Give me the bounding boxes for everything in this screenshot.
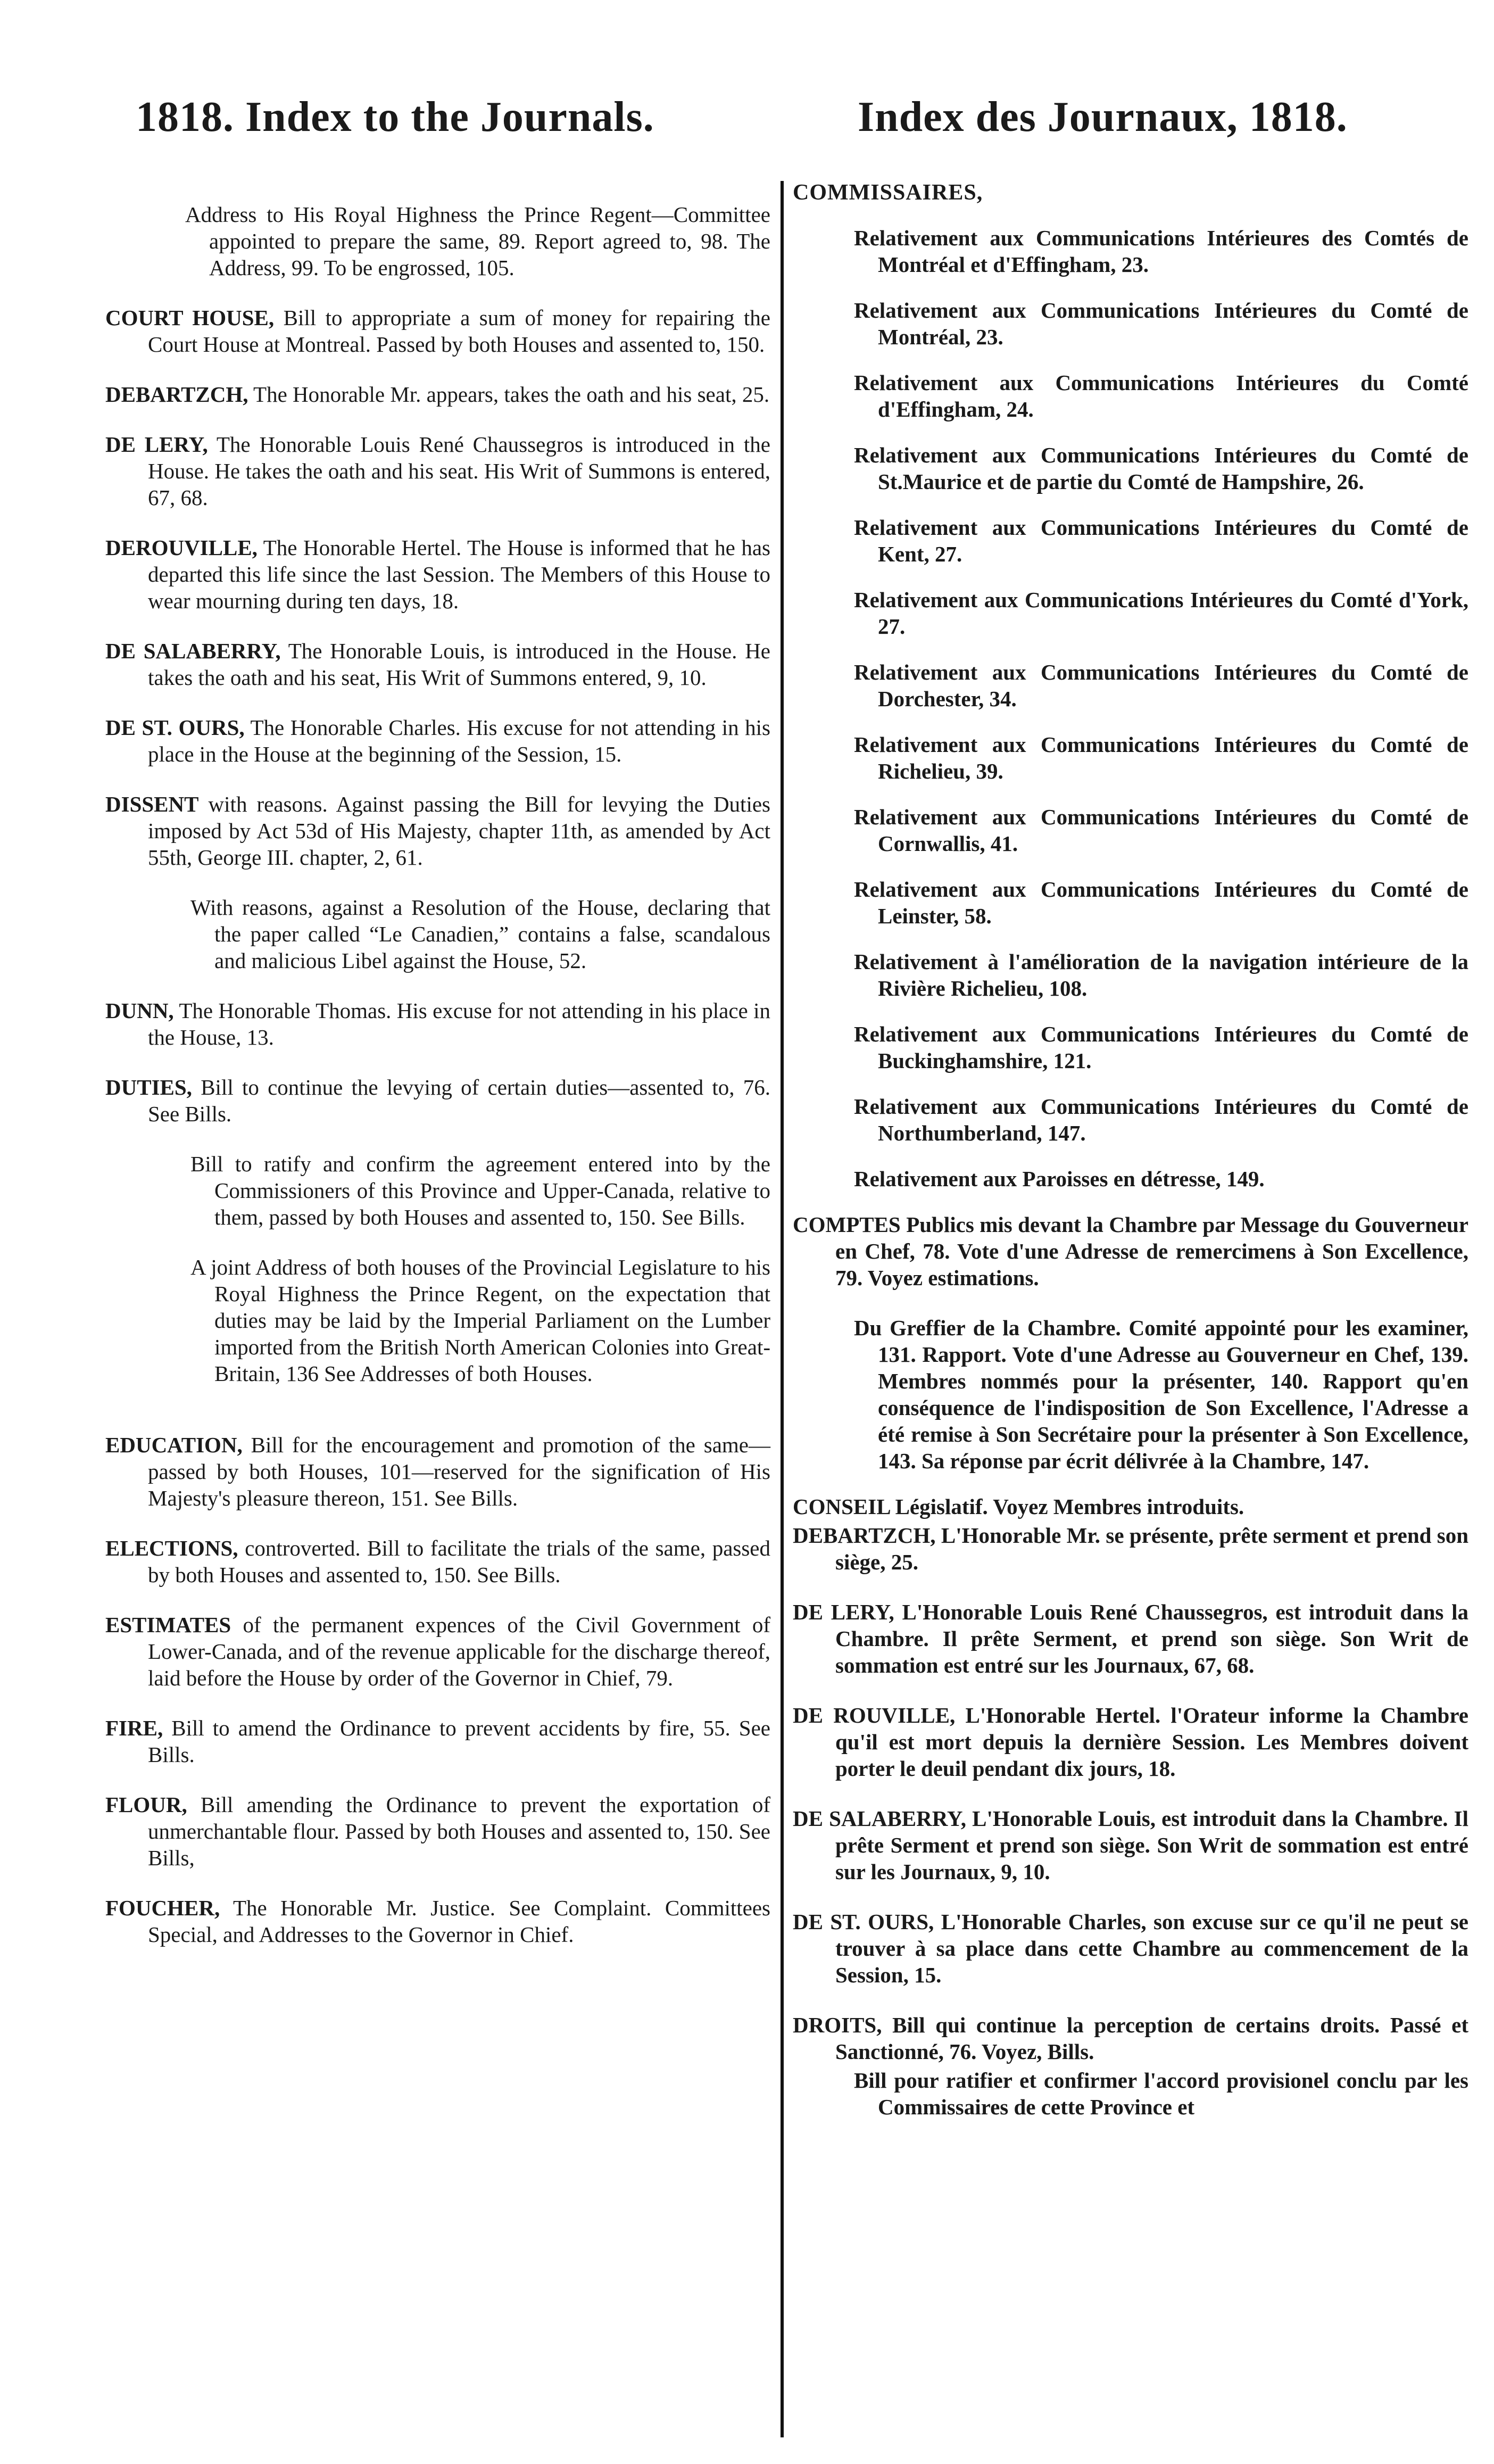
entry-text: of the permanent expences of the Civil Government of Lower-Canada, and of the revenue applicable for the discharge thereof, laid before the House by order of the Governor in Chief, 79. [148, 1613, 771, 1690]
index-entry-education [105, 1432, 770, 1511]
index-entry-elections [105, 1535, 770, 1588]
entry-keyword: EDUCATION, [105, 1433, 243, 1457]
index-subentry: Address to His Royal Highness the Prince Regent—Committee appointed to prepare the same, 89. Report agreed to, 98. The Address, 99. To be engrossed, 105. [185, 202, 770, 280]
index-subentry: With reasons, against a Resolution of the House, declaring that the paper called “Le Canadien,” contains a false, scandalous and malicious Libel against the House, 52. [190, 895, 770, 973]
entry-text: with reasons. Against passing the Bill for levying the Duties imposed by Act 53d of His Majesty, chapter 11th, as amended by Act 55th, George III. chapter, 2, 61. [148, 792, 770, 870]
index-entry-de-rouville-fr [793, 1702, 1468, 1782]
entry-keyword: FLOUR, [105, 1792, 187, 1817]
entry-keyword: DUNN, [105, 998, 174, 1023]
index-subentry: A joint Address of both houses of the Provincial Legislature to his Royal Highness the Prince Regent, on the expectation that duties may be laid by the Imperial Parliament on the Lumber imported from the British North American Colonies into Great-Britain, 136 See Addresses of both Houses. [190, 1255, 770, 1386]
index-subentry: Relativement aux Paroisses en détresse, 149. [854, 1167, 1265, 1191]
entry-text: The Honorable Mr. appears, takes the oath and his seat, 25. [253, 382, 770, 407]
entry-text: Bill to appropriate a sum of money for repairing the Court House at Montreal. Passed by both Houses and assented to, 150. [148, 305, 770, 357]
entry-text: L'Honorable Louis René Chaussegros, est introduit dans la Chambre. Il prête Serment, et prend son siège. Son Writ de sommation est entré sur les Journaux, 67, 68. [835, 1600, 1468, 1677]
entry-text: Bill qui continue la perception de certains droits. Passé et Sanctionné, 76. Voyez, Bills. [835, 2013, 1468, 2064]
index-subentry: Relativement aux Communications Intérieures des Comtés de Montréal et d'Effingham, 23. [854, 226, 1468, 277]
index-entry-de-st-ours [105, 714, 770, 767]
left-column [105, 201, 770, 1971]
entry-text: Bill to amend the Ordinance to prevent accidents by fire, 55. See Bills. [148, 1716, 770, 1767]
entry-keyword: DEBARTZCH, [105, 382, 248, 407]
running-header-left: 1818. Index to the Journals. [136, 94, 654, 140]
entry-text: The Honorable Mr. Justice. See Complaint. Committees Special, and Addresses to the Governor in Chief. [148, 1896, 771, 1947]
entry-keyword: DE ST. OURS, [105, 715, 245, 740]
entry-text: Bill for the encouragement and promotion of the same—passed by both Houses, 101—reserved for the signification of His Majesty's pleasure thereon, 151. See Bills. [148, 1433, 770, 1510]
index-entry-comptes [793, 1211, 1468, 1291]
entry-text: L'Honorable Mr. se présente, prête serment et prend son siège, 25. [835, 1523, 1469, 1574]
entry-text: The Honorable Charles. His excuse for not attending in his place in the House at the beginning of the Session, 15. [148, 715, 770, 766]
index-entry-de-lery-fr [793, 1599, 1468, 1679]
index-subentry: Du Greffier de la Chambre. Comité appointé pour les examiner, 131. Rapport. Vote d'une Adresse au Gouverneur en Chef, 139. Membres nommés pour la présenter, 140. Rapport qu'en conséquence de l'indisposition de Son Excellence, l'Adresse a été remise à Son Secrétaire pour la présenter à Son Excellence, 143. Sa réponse par écrit délivrée à la Chambre, 147. [854, 1316, 1468, 1473]
entry-keyword: ESTIMATES [105, 1613, 231, 1637]
entry-keyword: DEROUVILLE, [105, 535, 258, 560]
index-subentry: Relativement aux Communications Intérieures du Comté de Buckinghamshire, 121. [854, 1022, 1468, 1073]
entry-text: L'Honorable Hertel. l'Orateur informe la Chambre qu'il est mort depuis la dernière Session. Les Membres doivent porter le deuil pendant dix jours, 18. [835, 1703, 1469, 1781]
entry-keyword: FOUCHER, [105, 1896, 220, 1920]
index-subentry: Relativement aux Communications Intérieures du Comté de Northumberland, 147. [854, 1094, 1468, 1145]
entry-text: Publics mis devant la Chambre par Message du Gouverneur en Chef, 78. Vote d'une Adresse de remercimens à Son Excellence, 79. Voyez estimations. [835, 1212, 1468, 1290]
column-divider [781, 181, 784, 2437]
entry-text: The Honorable Louis, is introduced in the House. He takes the oath and his seat, His Writ of Summons entered, 9, 10. [148, 639, 770, 690]
entry-text: The Honorable Louis René Chaussegros is introduced in the House. He takes the oath and his seat. His Writ of Summons is entered, 67, 68. [148, 432, 770, 510]
index-entry-conseil [793, 1493, 1468, 1520]
entry-text: controverted. Bill to facilitate the trials of the same, passed by both Houses and assented to, 150. See Bills. [148, 1536, 771, 1587]
spacer [105, 1410, 770, 1432]
index-entry-dunn [105, 997, 770, 1051]
index-entry-dissent [105, 791, 770, 871]
entry-keyword: COURT HOUSE, [105, 305, 275, 330]
index-entry-fire [105, 1715, 770, 1768]
entry-keyword: CONSEIL [793, 1494, 890, 1519]
entry-text: The Honorable Thomas. His excuse for not attending in his place in the House, 13. [148, 998, 770, 1049]
entry-text: L'Honorable Charles, son excuse sur ce qu'il ne peut se trouver à sa place dans cette Chambre au commencement de la Session, 15. [835, 1909, 1469, 1987]
entry-keyword: DEBARTZCH, [793, 1523, 936, 1548]
index-subentry: Relativement aux Communications Intérieures du Comté de Kent, 27. [854, 515, 1468, 566]
entry-text: L'Honorable Louis, est introduit dans la Chambre. Il prête Serment et prend son siège. Son Writ de sommation est entré sur les Journaux, 9, 10. [835, 1806, 1468, 1884]
index-entry-de-st-ours-fr [793, 1908, 1468, 1988]
index-entry-de-lery [105, 431, 770, 511]
entry-keyword: DROITS, [793, 2013, 882, 2037]
index-entry-debartzch-fr [793, 1522, 1468, 1575]
entry-text: Bill amending the Ordinance to prevent the exportation of unmerchantable flour. Passed by both Houses and assented to, 150. See Bills, [148, 1792, 770, 1870]
entry-text: Législatif. Voyez Membres introduits. [895, 1494, 1244, 1519]
index-subentry: Relativement aux Communications Intérieures du Comté de Leinster, 58. [854, 877, 1468, 928]
entry-keyword: DISSENT [105, 792, 199, 816]
index-subentry: Relativement aux Communications Intérieures du Comté de Cornwallis, 41. [854, 805, 1468, 856]
entry-keyword: DE LERY, [793, 1600, 894, 1624]
index-subentry: Relativement à l'amélioration de la navigation intérieure de la Rivière Richelieu, 108. [854, 949, 1468, 1001]
right-column [793, 180, 1468, 2139]
index-entry-duties [105, 1074, 770, 1127]
entry-keyword: DE ST. OURS, [793, 1909, 934, 1934]
index-entry-droits [793, 2012, 1468, 2065]
entry-keyword: DE SALABERRY, [793, 1806, 966, 1831]
index-subentry: Relativement aux Communications Intérieures du Comté d'York, 27. [854, 588, 1468, 639]
index-subentry: Bill pour ratifier et confirmer l'accord provisionel conclu par les Commissaires de cette Province et [854, 2068, 1468, 2119]
running-header-right: Index des Journaux, 1818. [858, 94, 1348, 140]
index-subentry: Relativement aux Communications Intérieures du Comté d'Effingham, 24. [854, 370, 1468, 421]
entry-keyword: DE SALABERRY, [105, 639, 281, 663]
index-subentry: Relativement aux Communications Intérieures du Comté de Montréal, 23. [854, 298, 1468, 349]
index-subentry: Bill to ratify and confirm the agreement entered into by the Commissioners of this Province and Upper-Canada, relative to them, passed by both Houses and assented to, 150. See Bills. [190, 1152, 770, 1229]
index-entry-debartzch [105, 381, 770, 408]
entry-keyword: DE ROUVILLE, [793, 1703, 956, 1727]
section-heading-commissaires: COMMISSAIRES, [793, 180, 983, 205]
entry-keyword: DE LERY, [105, 432, 208, 457]
index-subentry: Relativement aux Communications Intérieures du Comté de St.Maurice et de partie du Comté de Hampshire, 26. [854, 443, 1468, 494]
entry-text: Bill to continue the levying of certain duties—assented to, 76. See Bills. [148, 1075, 771, 1126]
index-entry-derouville [105, 534, 770, 614]
index-subentry: Relativement aux Communications Intérieures du Comté de Richelieu, 39. [854, 732, 1468, 783]
index-entry-de-salaberry-fr [793, 1805, 1468, 1885]
index-entry-foucher [105, 1895, 770, 1948]
index-entry-flour [105, 1791, 770, 1871]
index-entry-estimates [105, 1611, 770, 1691]
entry-keyword: ELECTIONS, [105, 1536, 238, 1560]
entry-keyword: FIRE, [105, 1716, 163, 1740]
index-entry-de-salaberry [105, 638, 770, 691]
entry-keyword: DUTIES, [105, 1075, 192, 1099]
entry-keyword: COMPTES [793, 1212, 901, 1237]
entry-text: The Honorable Hertel. The House is informed that he has departed this life since the last Session. The Members of this House to wear mourning during ten days, 18. [148, 535, 770, 613]
index-subentry: Relativement aux Communications Intérieures du Comté de Dorchester, 34. [854, 660, 1468, 711]
index-entry-court-house [105, 304, 770, 358]
